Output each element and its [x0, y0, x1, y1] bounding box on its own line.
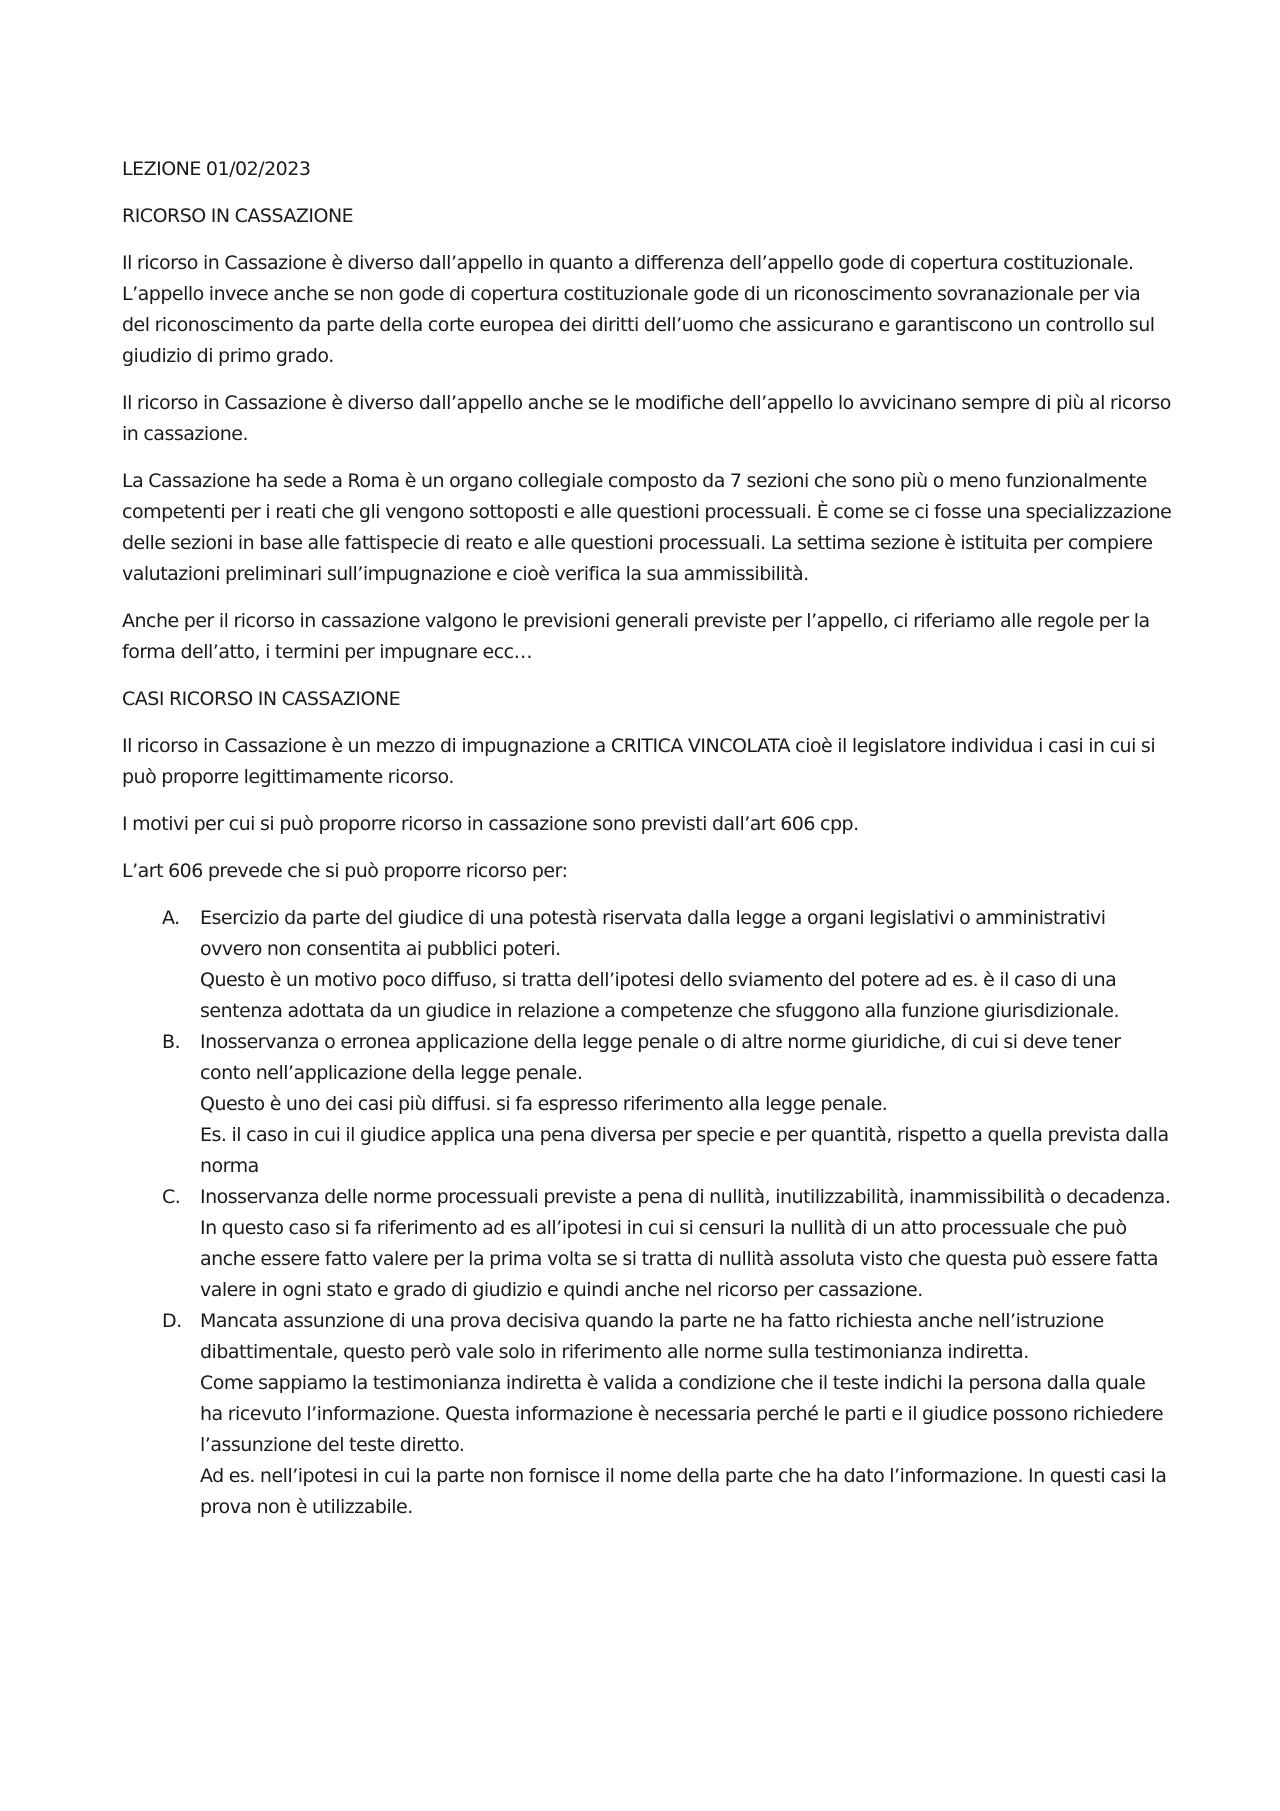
- list-item-text: Es. il caso in cui il giudice applica una pena diversa per specie e per quantità, rispetto a quella prevista dalla norma: [200, 1124, 1169, 1177]
- paragraph: Il ricorso in Cassazione è diverso dall’appello in quanto a differenza dell’appello gode di copertura costituzionale. L’appello invece anche se non gode di copertura costituzionale gode di un riconoscimento sovranazionale per via del riconoscimento da parte della corte europea dei diritti dell’uomo che assicurano e garantiscono un controllo sul giudizio di primo grado.: [122, 252, 1155, 367]
- paragraph: I motivi per cui si può proporre ricorso in cassazione sono previsti dall’art 606 cpp.: [122, 813, 859, 835]
- section-title-casi: CASI RICORSO IN CASSAZIONE: [122, 688, 401, 710]
- list-marker: C.: [162, 1186, 181, 1208]
- list-item-text: Ad es. nell’ipotesi in cui la parte non fornisce il nome della parte che ha dato l’informazione. In questi casi la prova non è utilizzabile.: [200, 1465, 1167, 1518]
- document-body: [122, 154, 1172, 1523]
- list-item: [122, 1182, 1172, 1306]
- list-item-text: Questo è un motivo poco diffuso, si tratta dell’ipotesi dello sviamento del potere ad es. è il caso di una sentenza adottata da un giudice in relazione a competenze che sfuggono alla funzione giurisdizionale.: [200, 969, 1120, 1022]
- paragraph: Il ricorso in Cassazione è un mezzo di impugnazione a CRITICA VINCOLATA cioè il legislatore individua i casi in cui si può proporre legittimamente ricorso.: [122, 735, 1156, 788]
- lesson-date: LEZIONE 01/02/2023: [122, 158, 311, 180]
- list-item-text: Mancata assunzione di una prova decisiva quando la parte ne ha fatto richiesta anche nell’istruzione dibattimentale, questo però vale solo in riferimento alle norme sulla testimonianza indiretta.: [200, 1310, 1104, 1363]
- list-item-text: Inosservanza o erronea applicazione della legge penale o di altre norme giuridiche, di cui si deve tener conto nell’applicazione della legge penale.: [200, 1031, 1121, 1084]
- list-item-text: Come sappiamo la testimonianza indiretta è valida a condizione che il teste indichi la persona dalla quale ha ricevuto l’informazione. Questa informazione è necessaria perché le parti e il giudice possono richiedere l’assunzione del teste diretto.: [200, 1372, 1164, 1456]
- list-item-text: Questo è uno dei casi più diffusi. si fa espresso riferimento alla legge penale.: [200, 1093, 888, 1115]
- paragraph: L’art 606 prevede che si può proporre ricorso per:: [122, 860, 568, 882]
- list-marker: D.: [162, 1310, 182, 1332]
- list-item-text: In questo caso si fa riferimento ad es all’ipotesi in cui si censuri la nullità di un atto processuale che può anche essere fatto valere per la prima volta se si tratta di nullità assoluta visto che questa può essere fatta valere in ogni stato e grado di giudizio e quindi anche nel ricorso per cassazione.: [200, 1217, 1159, 1301]
- list-marker: B.: [162, 1031, 181, 1053]
- cases-list: [122, 903, 1172, 1523]
- paragraph: Il ricorso in Cassazione è diverso dall’appello anche se le modifiche dell’appello lo avvicinano sempre di più al ricorso in cassazione.: [122, 392, 1171, 445]
- list-item: [122, 1306, 1172, 1523]
- paragraph: La Cassazione ha sede a Roma è un organo collegiale composto da 7 sezioni che sono più o meno funzionalmente competenti per i reati che gli vengono sottoposti e alle questioni processuali. È come se ci fosse una specializzazione delle sezioni in base alle fattispecie di reato e alle questioni processuali. La settima sezione è istituita per compiere valutazioni preliminari sull’impugnazione e cioè verifica la sua ammissibilità.: [122, 470, 1172, 585]
- paragraph: Anche per il ricorso in cassazione valgono le previsioni generali previste per l’appello, ci riferiamo alle regole per la forma dell’atto, i termini per impugnare ecc…: [122, 610, 1150, 663]
- section-title-ricorso: RICORSO IN CASSAZIONE: [122, 205, 354, 227]
- list-item: [122, 1027, 1172, 1182]
- list-item: [122, 903, 1172, 1027]
- list-marker: A.: [162, 907, 180, 929]
- list-item-text: Inosservanza delle norme processuali previste a pena di nullità, inutilizzabilità, inammissibilità o decadenza.: [200, 1186, 1171, 1208]
- list-item-text: Esercizio da parte del giudice di una potestà riservata dalla legge a organi legislativi o amministrativi ovvero non consentita ai pubblici poteri.: [200, 907, 1106, 960]
